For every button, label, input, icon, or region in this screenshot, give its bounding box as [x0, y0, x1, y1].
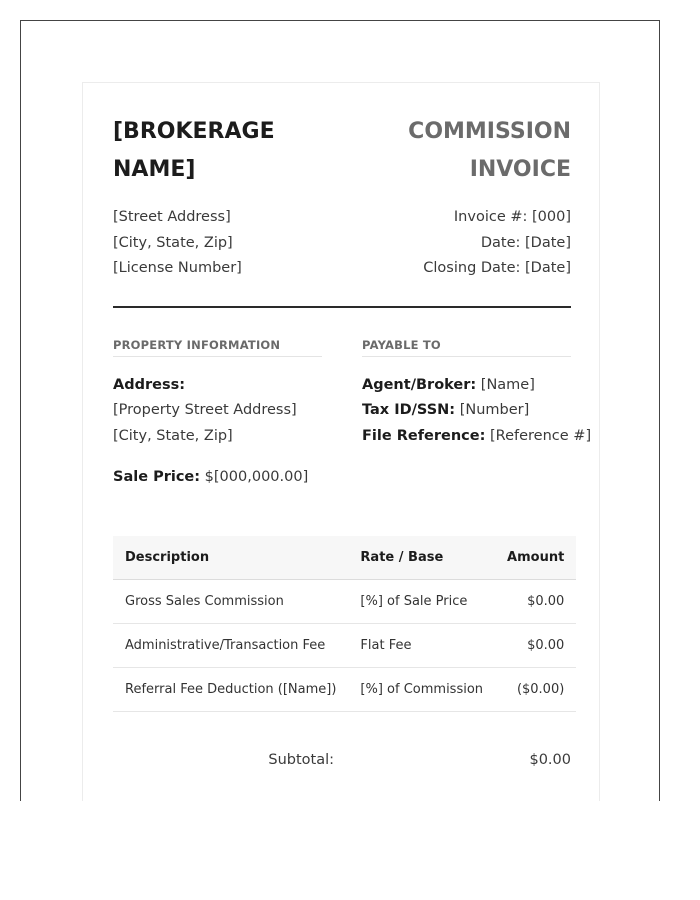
- invoice-details: [423, 205, 571, 282]
- invoice-meta-row: [113, 205, 571, 282]
- agent-broker: [362, 373, 571, 399]
- sale-price-label: Sale Price:: [113, 469, 201, 485]
- table-row: [113, 579, 576, 623]
- invoice-header: [113, 113, 571, 189]
- table-row: [113, 623, 576, 667]
- property-city-state-zip: [City, State, Zip]: [113, 427, 233, 444]
- payable-to-body: [362, 373, 592, 450]
- page-frame: [20, 20, 660, 801]
- file-reference-value: [Reference #]: [490, 427, 592, 444]
- row-description: Referral Fee Deduction ([Name]): [113, 667, 348, 711]
- header-divider: [113, 306, 571, 308]
- tax-id-value: [Number]: [459, 402, 530, 418]
- row-amount: ($0.00): [495, 667, 576, 711]
- tax-id: [362, 398, 571, 424]
- brokerage-name: [BROKERAGE NAME]: [113, 119, 275, 182]
- file-reference: [362, 424, 592, 450]
- row-amount: $0.00: [495, 623, 576, 667]
- brokerage-info: [113, 205, 242, 282]
- payable-to-label: PAYABLE TO: [362, 338, 571, 357]
- property-information-body: [113, 373, 322, 491]
- table-row: [113, 667, 576, 711]
- column-header-description: Description: [113, 536, 348, 580]
- table-header-row: [113, 536, 576, 580]
- property-street-address: [Property Street Address]: [113, 402, 297, 418]
- invoice-date: Date: [Date]: [480, 234, 571, 251]
- tax-id-label: Tax ID/SSN:: [362, 402, 456, 418]
- payable-to: [362, 337, 592, 491]
- property-information: [113, 338, 322, 491]
- agent-broker-value: [Name]: [480, 376, 535, 393]
- brokerage-city-state-zip: [City, State, Zip]: [113, 234, 233, 251]
- info-section: [113, 337, 592, 491]
- invoice-number: Invoice #: [000]: [453, 209, 571, 225]
- column-header-rate: Rate / Base: [348, 536, 495, 580]
- subtotal-row: [113, 746, 571, 776]
- invoice-content: [113, 113, 592, 776]
- row-rate: Flat Fee: [348, 623, 495, 667]
- closing-date: Closing Date: [Date]: [423, 260, 571, 276]
- sale-price: [113, 465, 322, 491]
- row-description: Gross Sales Commission: [113, 579, 348, 623]
- brokerage-license-number: [License Number]: [113, 260, 242, 276]
- brokerage-street-address: [Street Address]: [113, 209, 231, 225]
- row-amount: $0.00: [495, 579, 576, 623]
- document-title: COMMISSION INVOICE: [408, 119, 571, 182]
- subtotal-label: Subtotal:: [268, 751, 334, 768]
- column-header-amount: Amount: [495, 536, 576, 580]
- property-information-label: PROPERTY INFORMATION: [113, 338, 322, 357]
- subtotal-value: $0.00: [529, 751, 571, 768]
- property-address-label: Address:: [113, 376, 186, 393]
- sale-price-value: $[000,000.00]: [204, 469, 309, 485]
- row-rate: [%] of Commission: [348, 667, 495, 711]
- agent-broker-label: Agent/Broker:: [362, 376, 477, 393]
- row-description: Administrative/Transaction Fee: [113, 623, 348, 667]
- line-items-table: [113, 536, 576, 712]
- invoice-document: [82, 82, 600, 801]
- file-reference-label: File Reference:: [362, 427, 486, 444]
- row-rate: [%] of Sale Price: [348, 579, 495, 623]
